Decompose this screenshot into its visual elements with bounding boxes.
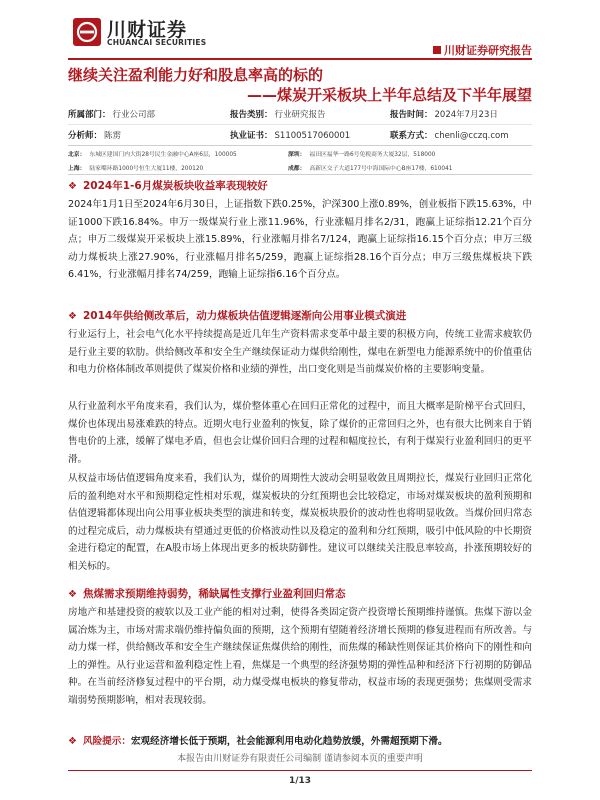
address-row (68, 160, 532, 174)
address-text: 福田区福华一路6号免税商务大厦32层，518000 (309, 151, 436, 158)
meta-value: 2024年7月23日 (434, 110, 498, 120)
address-text: 陆家嘴环路1000号恒生大厦11楼，200120 (89, 165, 204, 172)
address-row (68, 146, 532, 160)
section-heading-text: 焦煤需求预期维持弱势，稀缺属性支撑行业盈利回归常态 (83, 588, 346, 600)
paragraph: 从权益市场估值逻辑角度来看，我们认为，煤价的周期性大波动会明显收敛且周期拉长，煤炭行业回归正常化后的盈利绝对水平和预期稳定性相对乐观，煤炭板块的分红预期也会比较稳定，市场对煤炭板块的盈利预期和估值逻辑都体现出向公用事业板块类型的演进和转变，煤炭板块股价的波动性也将明显收敛。当煤价回归常态的过程完成后，动力煤板块有望通过更低的价格波动性以及稳定的盈利和分红预期，吸引中低风险的中长期资金进行稳定的配置，在A股市场上体现出更多的板块防御性。建议可以继续关注股息率较高，扑涨预期较好的相关标的。 (68, 473, 532, 572)
address-text: 东城区建国门内大街28号民生金融中心A座6层，100005 (89, 151, 237, 158)
diamond-icon: ❖ (68, 589, 77, 600)
paragraph: 从行业盈利水平角度来看，我们认为，煤价整体重心在回归正常化的过程中，而且大概率是阶梯平台式回归，煤价也体现出易涨难跌的特点。近期火电行业盈利的恢复，除了煤价的正常回归之外，也有很大比例来自于销售电价的上涨，缓解了煤电矛盾，但也会让煤价回归合理的过程和幅度拉长，有利于煤炭行业盈利回归的更平滑。 (68, 401, 532, 465)
meta-value: 行业公司部 (112, 110, 156, 120)
section-heading (68, 308, 406, 323)
address-city: 成都： (288, 165, 306, 172)
diamond-icon: ❖ (68, 181, 77, 192)
meta-label: 联系方式： (390, 131, 433, 141)
meta-value: 陈雳 (104, 131, 122, 141)
footer-divider (68, 770, 532, 771)
risk-text: 宏观经济增长低于预期，社会能源利用电动化趋势放缓，外需超预期下滑。 (130, 736, 448, 747)
office-addresses (68, 145, 532, 175)
meta-label: 报告时间： (390, 110, 433, 120)
section-heading (68, 178, 268, 193)
company-name-cn: 川财证券 (107, 19, 188, 41)
section-heading-text: 2024年1-6月煤炭板块收益率表现较好 (83, 180, 268, 192)
meta-row (68, 104, 532, 125)
paragraph: 2024年1月1日至2024年6月30日，上证指数下跌0.25%，沪深300上涨0.89%，创业板指下跌15.63%，中证1000下跌16.84%。申万一级煤炭行业上涨11.96%，行业涨幅月排名2/31，跑赢上证综指12.21个百分点；申万二级煤炭开采板块上涨15.89%，行业涨幅月排名7/124，跑赢上证综指16.15个百分点；申万三级动力煤板块上涨27.90%，行业涨幅月排名5/259，跑赢上证综指28.16个百分点；申万三级焦煤板块下跌6.41%，行业涨幅月排名74/259，跑输上证综指6.16个百分点。 (68, 199, 532, 280)
report-type-label (433, 42, 532, 58)
company-name-en: CHUANCAI SECURITIES (107, 38, 207, 47)
diamond-icon: ❖ (68, 311, 77, 322)
meta-label: 所属部门： (68, 110, 111, 120)
risk-warning (68, 733, 448, 747)
section-heading-text: 2014年供给侧改革后，动力煤板块估值逻辑逐渐向公用事业模式演进 (83, 310, 407, 322)
page-header (0, 0, 600, 62)
meta-label: 分析师： (68, 131, 103, 141)
address-text: 高新区交子大道177号中海国际中心B座17楼，610041 (309, 165, 453, 172)
logo-mark-icon (73, 18, 101, 46)
paragraph: 房地产和基建投资的疲软以及工业产能的相对过剩，使得各类固定资产投资增长预期维持谨慎。焦煤下游以金属冶炼为主，市场对需求端仍维持偏负面的预期，这个预期有望随着经济增长预期的修复进程而有所改善。与动力煤一样，供给侧改革和安全生产继续保证焦煤供给的刚性，而焦煤的稀缺性则保证其价格向下的刚性和向上的弹性。从行业运营和盈利稳定性上看，焦煤是一个典型的经济强势期的弹性品种和经济下行初期的防御品种。在当前经济修复过程中的平台期，动力煤受煤电板块的修复带动，权益市场的表现更强势；焦煤则受需求端弱势预期影响，相对表现较弱。 (68, 607, 532, 706)
address-city: 深圳： (288, 151, 306, 158)
paragraph: 行业运行上，社会电气化水平持续提高是近几年生产资料需求变革中最主要的积极方向，传统工业需求疲软仍是行业主要的软肋。供给侧改革和安全生产继续保证动力煤供给刚性，煤电在新型电力能源系统中的价值重估和电力价格体制改革则提供了煤炭价格和业绩的弹性，出口变化则是当前煤炭价格的主要影响变量。 (68, 329, 532, 375)
meta-value: S1100517060001 (274, 131, 351, 141)
address-city: 北京： (68, 151, 86, 158)
footer-disclaimer: 本报告由川财证券有限责任公司编制 谨请参阅本页的重要声明 (177, 754, 423, 764)
meta-value: 行业研究报告 (274, 110, 326, 120)
section-heading (68, 586, 346, 601)
report-type-text: 川财证券研究报告 (444, 44, 532, 57)
contact-email[interactable]: chenli@cczq.com (434, 131, 509, 141)
page-title: 继续关注盈利能力好和股息率高的标的 (68, 66, 324, 84)
meta-row (68, 125, 532, 146)
page-subtitle: ——煤炭开采板块上半年总结及下半年展望 (246, 86, 532, 104)
address-city: 上海： (68, 165, 86, 172)
page-number: 1/13 (288, 776, 312, 786)
meta-label: 执业证书： (230, 131, 273, 141)
meta-label: 报告类别： (230, 110, 273, 120)
square-icon (433, 46, 441, 54)
risk-label: 风险提示： (83, 736, 131, 747)
warning-icon: ❖ (68, 736, 77, 747)
header-divider (68, 58, 532, 60)
report-meta-table (68, 104, 532, 146)
